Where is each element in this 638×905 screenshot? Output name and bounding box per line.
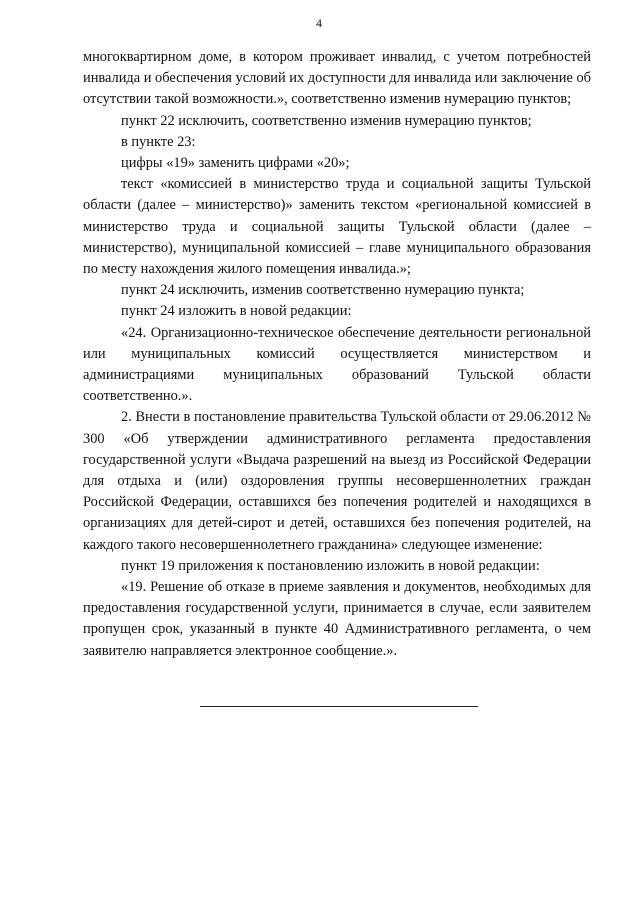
paragraph-item-24-exclude: пункт 24 исключить, изменив соответственно нумерацию пункта;: [121, 282, 525, 299]
paragraph-digits-replace: цифры «19» заменить цифрами «20»;: [121, 155, 350, 172]
paragraph-item-24-new: пункт 24 изложить в новой редакции:: [121, 303, 352, 320]
document-body: [83, 47, 591, 662]
page-number: 4: [316, 16, 322, 30]
paragraph-continuation: многоквартирном доме, в котором проживает инвалид, с учетом потребностей инвалида и обеспечения условий их доступности для инвалида или заключение об отсутствии такой возможности.», соответственно изменив нумерацию пунктов;: [83, 49, 591, 108]
paragraph-text-replace: текст «комиссией в министерство труда и социальной защиты Тульской области (далее – министерство)» заменить текстом «региональной комиссией в министерство труда и социальной защиты Тульской области (далее – министерство), муниципальной комиссией – главе муниципального образования по месту нахождения жилого помещения инвалида.»;: [83, 176, 591, 278]
paragraph-section-2: 2. Внести в постановление правительства Тульской области от 29.06.2012 № 300 «Об утверждении административного регламента предоставления государственной услуги «Выдача разрешений на выезд из Российской Федерации для отдыха и (или) оздоровления группы несовершеннолетних граждан Российской Федерации, оставшихся без попечения родителей и находящихся в организациях для детей-сирот и детей, оставшихся без попечения родителей, на каждого такого несовершеннолетнего гражданина» следующее изменение:: [83, 409, 591, 553]
paragraph-item-19-intro: пункт 19 приложения к постановлению изложить в новой редакции:: [121, 557, 540, 574]
paragraph-item-23-intro: в пункте 23:: [121, 133, 196, 150]
paragraph-item-19-text: «19. Решение об отказе в приеме заявления и документов, необходимых для предоставления государственной услуги, принимается в случае, если заявителем пропущен срок, указанный в пункте 40 Административного регламента, о чем заявителю направляется электронное сообщение.».: [83, 579, 591, 659]
paragraph-item-22: пункт 22 исключить, соответственно изменив нумерацию пунктов;: [121, 112, 532, 129]
paragraph-item-24-text: «24. Организационно-техническое обеспечение деятельности региональной или муниципальных комиссий осуществляется министерством и администрациями муниципальных образований Тульской области соответственно.».: [83, 324, 591, 405]
end-divider-line: [200, 706, 478, 707]
